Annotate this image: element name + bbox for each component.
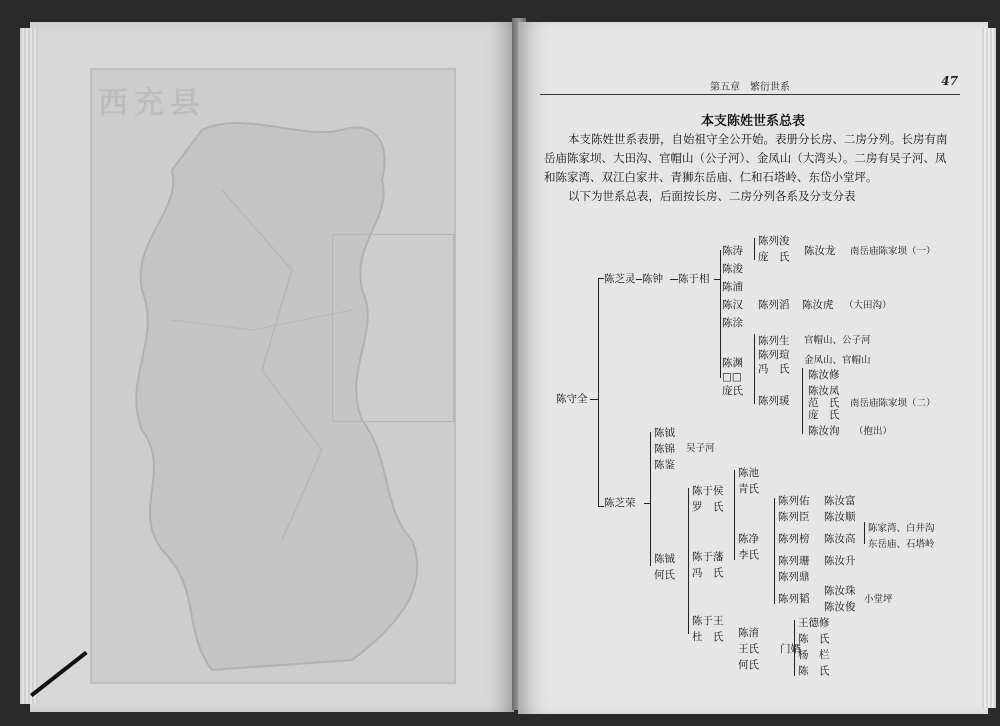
tree-node: 陈 氏 [798, 665, 830, 677]
tree-node: 冯 氏 [692, 567, 724, 579]
tree-node: 陈浚 [722, 263, 743, 275]
tree-node: 陈列韬 [778, 593, 810, 605]
tree-node: 陈钟 [642, 273, 663, 285]
tree-place: （抱出） [854, 426, 893, 437]
tree-node: 王德修 [798, 617, 830, 629]
tree-node: 冯 氏 [758, 363, 790, 375]
section-title: 本支陈姓世系总表 [700, 114, 805, 129]
tree-line [774, 498, 775, 604]
tree-node: 陈汝龙 [804, 245, 836, 257]
map-illustration [90, 68, 456, 684]
tree-node: 陈汝珠 [824, 585, 856, 597]
tree-node: 陈 氏 [798, 633, 830, 645]
tree-node: 杜 氏 [692, 631, 724, 643]
tree-node: 庞氏 [722, 385, 743, 397]
tree-line [794, 620, 795, 676]
tree-node: 陈芝灵 [604, 273, 636, 285]
intro-paragraph-2: 以下为世系总表，后面按长房、二房分列各系及分支分表 [568, 189, 856, 203]
open-book [18, 18, 990, 710]
tree-node: 陈锦 [654, 443, 675, 455]
tree-node: 陈于王 [692, 615, 724, 627]
right-page [518, 22, 988, 714]
tree-node: 陈汝富 [824, 495, 856, 507]
tree-node: 陈汝高 [824, 533, 856, 545]
tree-node: 门婿 [780, 643, 801, 655]
tree-line [636, 279, 642, 280]
tree-node: 陈于藩 [692, 551, 724, 563]
tree-node: 陈钺 [654, 427, 675, 439]
tree-node: 陈列佑 [778, 495, 810, 507]
tree-node: 陈列珊 [778, 555, 810, 567]
tree-node: 陈涛 [722, 245, 743, 257]
tree-place: 金凤山、官帽山 [804, 355, 871, 366]
tree-line [598, 278, 599, 506]
tree-line [720, 250, 721, 378]
tree-line [688, 488, 689, 634]
tree-node: 庞 氏 [758, 251, 790, 263]
tree-node: 陈汝修 [808, 369, 840, 381]
tree-line [754, 238, 755, 260]
tree-line [714, 279, 720, 280]
tree-node: 青氏 [738, 483, 759, 495]
intro-paragraph: 本支陈姓世系表册，自始祖守全公开始。表册分长房、二房分列。长房有南岳庙陈家坝、大田沟、官帽山（公子河）、金凤山（大湾头）。二房有吴子河、凤和陈家湾、双江白家井、青狮东岳庙、仁和石塔岭、东岱小堂坪。 [544, 132, 948, 184]
chapter-title: 第五章 繁衍世系 [710, 82, 790, 93]
page-number: 47 [941, 74, 958, 88]
genealogy-tree [518, 22, 988, 714]
map-inset [332, 234, 454, 422]
tree-line [734, 470, 735, 560]
tree-node: 罗 氏 [692, 501, 724, 513]
tree-node: 杨 栏 [798, 649, 830, 661]
left-page [30, 22, 514, 712]
tree-place: 官帽山、公子河 [804, 335, 871, 346]
tree-node: 陈浦 [722, 281, 743, 293]
tree-node: 陈渊 [722, 357, 743, 369]
tree-line [670, 279, 678, 280]
tree-place: 陈家湾、白井沟 [868, 523, 935, 534]
tree-node: □□ [722, 371, 742, 383]
tree-node: 何氏 [738, 659, 759, 671]
tree-place: 东岳庙、石塔岭 [868, 539, 935, 550]
tree-node: 陈于侯 [692, 485, 724, 497]
tree-node: 陈汝顺 [824, 511, 856, 523]
page-edges-left [20, 28, 38, 704]
tree-place: 吴子河 [686, 443, 715, 454]
tree-node: 陈列臣 [778, 511, 810, 523]
tree-place: （大田沟） [844, 300, 892, 311]
tree-node: 陈列滔 [758, 299, 790, 311]
tree-node: 李氏 [738, 549, 759, 561]
tree-node: 陈汉 [722, 299, 743, 311]
tree-node: 陈芝荣 [604, 497, 636, 509]
tree-node: 陈列鼎 [778, 571, 810, 583]
tree-line [590, 399, 598, 400]
tree-node: 陈汝虎 [802, 299, 834, 311]
tree-root: 陈守全 [556, 393, 588, 405]
tree-node: 庞 氏 [808, 409, 840, 421]
tree-node: 陈汝凤 [808, 385, 840, 397]
tree-node: 陈列榜 [778, 533, 810, 545]
tree-place: 小堂坪 [864, 594, 893, 605]
tree-node: 何氏 [654, 569, 675, 581]
tree-node: 陈于相 [678, 273, 710, 285]
map-title: 西充县 [98, 86, 206, 121]
tree-node: 陈汝洵 [808, 425, 840, 437]
tree-line [650, 432, 651, 566]
tree-place: 南岳庙陈家坝（一） [850, 246, 936, 257]
tree-node: 陈鉴 [654, 459, 675, 471]
tree-node: 陈汝升 [824, 555, 856, 567]
tree-line [754, 334, 755, 404]
tree-node: 王氏 [738, 643, 759, 655]
tree-node: 陈池 [738, 467, 759, 479]
tree-place: 南岳庙陈家坝（二） [850, 398, 936, 409]
tree-node: 陈汝俊 [824, 601, 856, 613]
tree-node: 陈涂 [722, 317, 743, 329]
tree-node: 陈淯 [738, 627, 759, 639]
tree-node: 陈列瑄 [758, 349, 790, 361]
tree-node: 陈铖 [654, 553, 675, 565]
tree-node: 陈列浚 [758, 235, 790, 247]
tree-node: 陈净 [738, 533, 759, 545]
tree-node: 范 氏 [808, 397, 840, 409]
tree-line [864, 522, 865, 544]
tree-line [644, 503, 650, 504]
tree-line [802, 368, 803, 434]
tree-node: 陈列瑗 [758, 395, 790, 407]
tree-node: 陈列生 [758, 335, 790, 347]
